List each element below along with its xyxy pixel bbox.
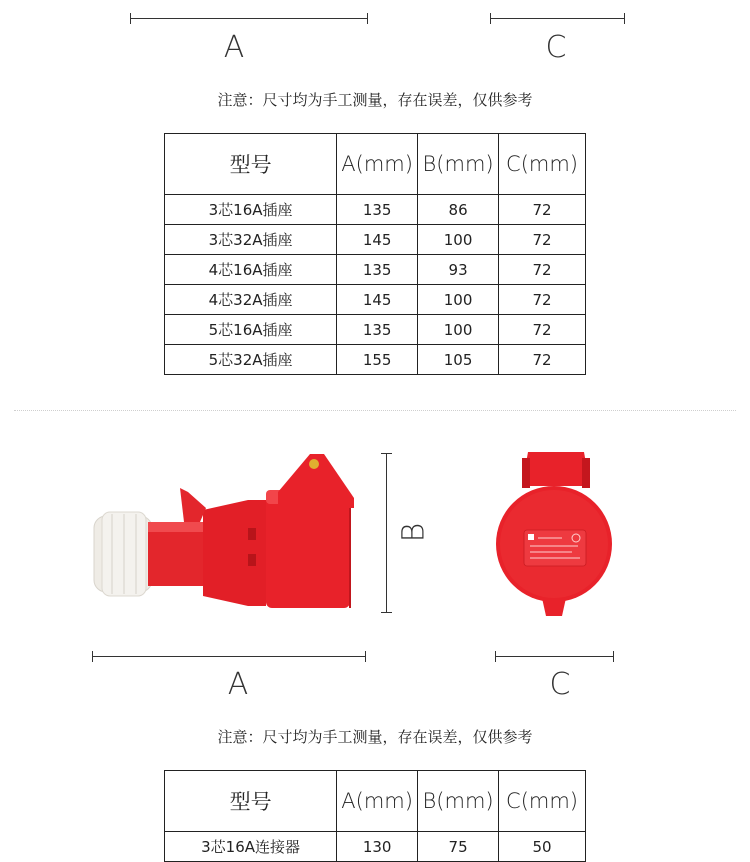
cell-model: 5芯16A插座 <box>165 315 337 345</box>
dimension-table-top <box>164 133 586 375</box>
cell-model: 4芯16A插座 <box>165 255 337 285</box>
cell-a: 135 <box>337 315 418 345</box>
cell-b: 100 <box>418 285 499 315</box>
dimension-label-c-top: C <box>545 30 567 65</box>
cell-c: 72 <box>499 285 586 315</box>
cell-a: 130 <box>337 832 418 862</box>
table-header-row <box>165 771 586 832</box>
cell-model: 3芯16A连接器 <box>165 832 337 862</box>
cell-a: 145 <box>337 285 418 315</box>
dimension-line-b-bottom <box>386 453 387 613</box>
cell-c: 50 <box>499 832 586 862</box>
socket-side-view-image <box>88 448 368 618</box>
cell-b: 105 <box>418 345 499 375</box>
cell-a: 135 <box>337 195 418 225</box>
cell-model: 3芯16A插座 <box>165 195 337 225</box>
cell-a: 155 <box>337 345 418 375</box>
cell-b: 100 <box>418 225 499 255</box>
header-b: B(mm) <box>418 771 499 832</box>
header-b: B(mm) <box>418 134 499 195</box>
header-model: 型号 <box>165 771 337 832</box>
dimension-label-a-top: A <box>223 30 245 65</box>
dimension-table-bottom <box>164 770 586 862</box>
cell-b: 100 <box>418 315 499 345</box>
cell-c: 72 <box>499 195 586 225</box>
header-c: C(mm) <box>499 771 586 832</box>
table-row <box>165 255 586 285</box>
measurement-note-bottom: 注意：尺寸均为手工测量，存在误差，仅供参考 <box>217 728 533 746</box>
header-c: C(mm) <box>499 134 586 195</box>
cell-a: 135 <box>337 255 418 285</box>
cell-model: 4芯32A插座 <box>165 285 337 315</box>
cell-c: 72 <box>499 345 586 375</box>
cell-b: 86 <box>418 195 499 225</box>
table-row <box>165 195 586 225</box>
cell-model: 5芯32A插座 <box>165 345 337 375</box>
dimension-label-c-bottom: C <box>549 667 571 702</box>
measurement-note-top: 注意：尺寸均为手工测量，存在误差，仅供参考 <box>217 91 533 109</box>
header-a: A(mm) <box>337 771 418 832</box>
dimension-line-c-bottom <box>495 656 614 657</box>
table-row <box>165 315 586 345</box>
section-divider <box>14 410 736 411</box>
dimension-line-c-top <box>490 18 625 19</box>
table-row <box>165 832 586 862</box>
table-row <box>165 345 586 375</box>
socket-front-view-image <box>492 446 616 626</box>
header-model: 型号 <box>165 134 337 195</box>
cell-b: 93 <box>418 255 499 285</box>
dimension-line-a-bottom <box>92 656 366 657</box>
cell-model: 3芯32A插座 <box>165 225 337 255</box>
cell-c: 72 <box>499 315 586 345</box>
dimension-label-b-bottom: B <box>396 522 432 543</box>
dimension-label-a-bottom: A <box>227 667 249 702</box>
dimension-line-a-top <box>130 18 368 19</box>
header-a: A(mm) <box>337 134 418 195</box>
cell-a: 145 <box>337 225 418 255</box>
cell-b: 75 <box>418 832 499 862</box>
table-row <box>165 285 586 315</box>
table-header-row <box>165 134 586 195</box>
table-row <box>165 225 586 255</box>
cell-c: 72 <box>499 225 586 255</box>
cell-c: 72 <box>499 255 586 285</box>
